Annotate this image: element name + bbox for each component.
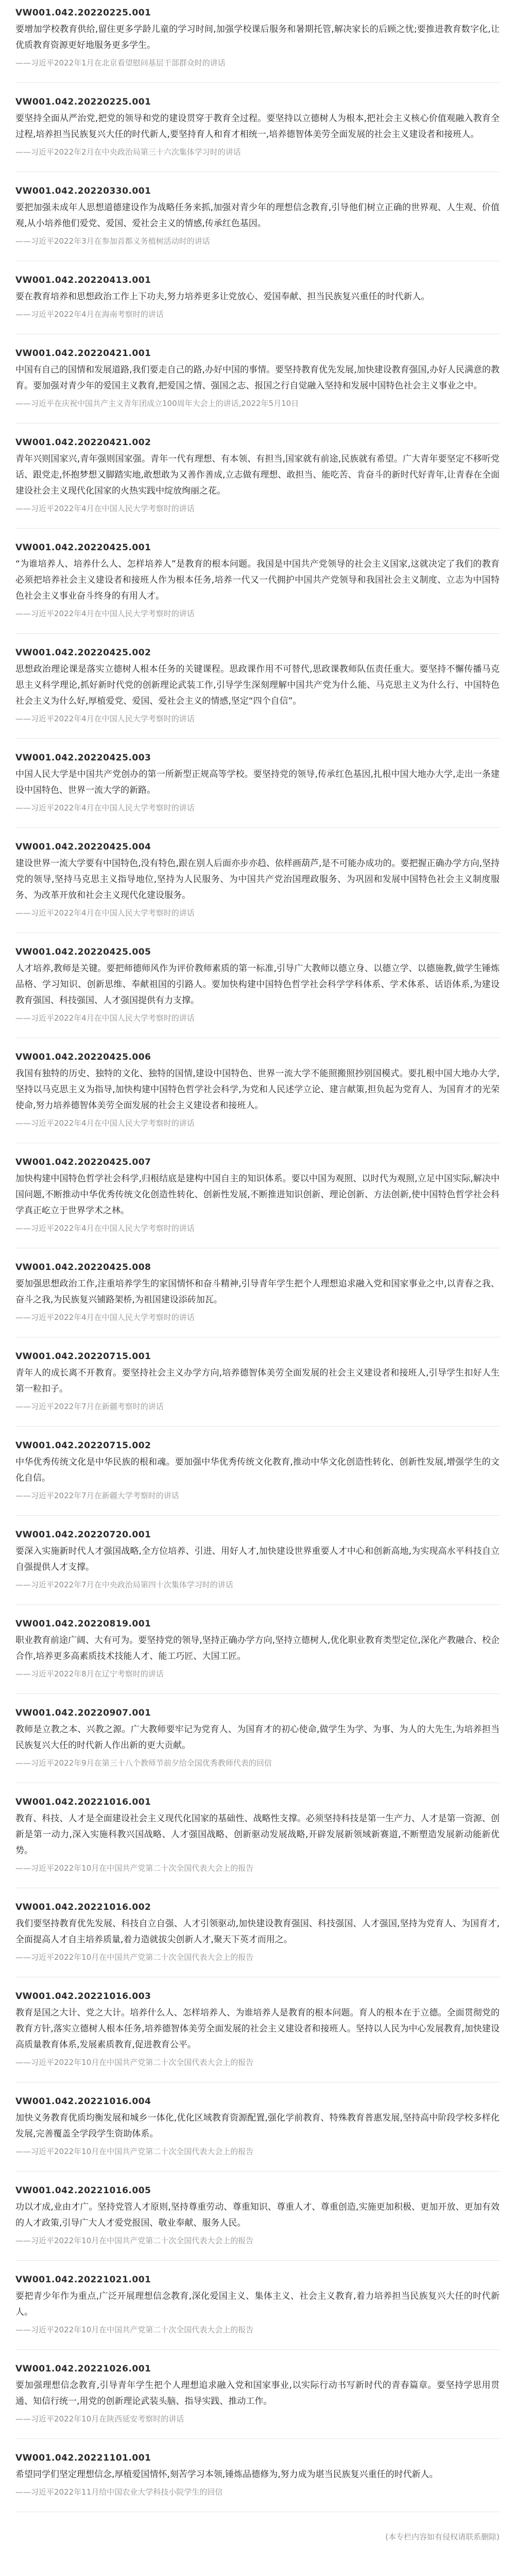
quote-entry [15,185,500,247]
entry-code: VW001.042.20221016.004 [15,2096,151,2107]
entry-text: 要加强思想政治工作,注重培养学生的家国情怀和奋斗精神,引导青年学生把个人理想追求融入党和国家事业之中,以青春之我、奋斗之我,为民族复兴铺路架桥,为祖国建设添砖加瓦。 [15,1279,500,1305]
entry-source: ——习近平2022年10月在中国共产党第二十次全国代表大会上的报告 [15,2325,254,2334]
entry-source: ——习近平2022年4月在中国人民大学考察时的讲话 [15,609,195,618]
entry-source: ——习近平2022年4月在中国人民大学考察时的讲话 [15,803,195,812]
quote-entry [15,275,500,320]
entry-source: ——习近平2022年7月在新疆大学考察时的讲话 [15,1491,179,1500]
entry-divider [15,2260,500,2261]
entry-code: VW001.042.20221101.001 [15,2453,151,2463]
quote-entry [15,96,500,158]
quote-entry [15,647,500,725]
entry-code: VW001.042.20220425.008 [15,1262,151,1273]
entry-text: 要增加学校教育供给,留住更多学龄儿童的学习时间,加强学校课后服务和暑期托管,解决家长的后顾之忧;要推进教育数字化,让优质教育资源更好地服务更多学生。 [15,24,500,50]
quote-entry [15,1618,500,1680]
entry-code: VW001.042.20220330.001 [15,186,151,196]
entry-divider [15,82,500,83]
entry-text: 职业教育前途广阔、大有可为。要坚持党的领导,坚持正确办学方向,坚持立德树人,优化职业教育类型定位,深化产教融合、校企合作,培养更多高素质技术技能人才、能工巧匠、大国工匠。 [15,1635,500,1662]
entry-code: VW001.042.20220715.002 [15,1440,151,1451]
entry-source: ——习近平2022年4月在中国人民大学考察时的讲话 [15,1118,195,1128]
quote-entry [15,542,500,620]
entry-code: VW001.042.20221016.003 [15,1991,151,2002]
entry-source: ——习近平2022年4月在海南考察时的讲话 [15,310,164,319]
entry-source: ——习近平2022年4月在中国人民大学考察时的讲话 [15,1013,195,1023]
quote-entry [15,2363,500,2425]
entry-text: 要把青少年作为重点,广泛开展理想信念教育,深化爱国主义、集体主义、社会主义教育,着力培养担当民族复兴大任的时代新人。 [15,2291,500,2317]
quote-entry [15,1797,500,1874]
entry-text: 中国人民大学是中国共产党创办的第一所新型正规高等学校。要坚持党的领导,传承红色基因,扎根中国大地办大学,走出一条建设中国特色、世界一流大学的新路。 [15,769,500,795]
entry-code: VW001.042.20220225.001 [15,8,151,18]
entry-source: ——习近平2022年4月在中国人民大学考察时的讲话 [15,908,195,918]
top-spacer [15,0,500,7]
quote-entry [15,1157,500,1234]
copyright-note: (本专栏内容如有侵权请联系删除) [385,2532,500,2541]
quote-entry [15,1529,500,1591]
entry-source: ——习近平2022年11月给中国农业大学科技小院学生的回信 [15,2487,223,2497]
entry-code: VW001.042.20221016.001 [15,1797,151,1807]
entry-divider [15,2349,500,2350]
entry-divider [15,1693,500,1694]
entry-source: ——习近平2022年4月在中国人民大学考察时的讲话 [15,1313,195,1322]
quote-entry [15,841,500,919]
entry-divider [15,633,500,634]
entry-code: VW001.042.20220720.001 [15,1530,151,1540]
quote-entry [15,1351,500,1413]
entry-code: VW001.042.20221021.001 [15,2275,151,2285]
entry-text: 建设世界一流大学要有中国特色,没有特色,跟在别人后面亦步亦趋、依样画葫芦,是不可能办成功的。要把握正确办学方向,坚持党的领导,坚持马克思主义指导地位,坚持为人民服务、为中国共产党治国理政服务、为巩固和发展中国特色社会主义制度服务、为改革开放和社会主义现代化建设服务。 [15,858,500,901]
entry-code: VW001.042.20220907.001 [15,1708,151,1718]
quote-entry [15,2452,500,2498]
entry-text: 要把加强未成年人思想道德建设作为战略任务来抓,加强对青少年的理想信念教育,引导他们树立正确的世界观、人生观、价值观,从小培养他们爱党、爱国、爱社会主义的情感,传承红色基因。 [15,202,500,229]
quote-entry [15,2096,500,2158]
entry-text: “为谁培养人、培养什么人、怎样培养人”是教育的根本问题。我国是中国共产党领导的社会主义国家,这就决定了我们的教育必须把培养社会主义建设者和接班人作为根本任务,培养一代又一代拥护中国共产党领导和我国社会主义制度、立志为中国特色社会主义事业奋斗终身的有用人才。 [15,559,500,601]
entry-code: VW001.042.20220425.004 [15,842,151,852]
entry-source: ——习近平2022年3月在参加首都义务植树活动时的讲话 [15,236,210,246]
quote-entry [15,2185,500,2247]
entry-divider [15,2171,500,2172]
entry-code: VW001.042.20220819.001 [15,1619,151,1629]
quote-entry [15,1262,500,1324]
entry-source: ——习近平2022年9月在第三十八个教师节前夕给全国优秀教师代表的回信 [15,1758,272,1768]
entry-source: ——习近平2022年10月在中国共产党第二十次全国代表大会上的报告 [15,1863,254,1873]
entry-text: 人才培养,教师是关键。要把师德师风作为评价教师素质的第一标准,引导广大教师以德立身、以德立学、以德施教,做学生锤炼品格、学习知识、创新思维、奉献祖国的引路人。要加快构建中国特色哲学社会科学学科体系、学术体系、话语体系,为建设教育强国、科技强国、人才强国提供有力支撑。 [15,963,500,1006]
entry-text: 中国有自己的国情和发展道路,我们要走自己的路,办好中国的事情。要坚持教育优先发展,加快建设教育强国,办好人民满意的教育。要加强对青少年的爱国主义教育,把爱国之情、强国之志、报国之行自觉融入坚持和发展中国特色社会主义事业之中。 [15,365,500,391]
entry-code: VW001.042.20220425.003 [15,753,151,763]
entry-source: ——习近平2022年2月在中央政治局第三十六次集体学习时的讲话 [15,147,241,157]
entry-text: 教育、科技、人才是全面建设社会主义现代化国家的基础性、战略性支撑。必须坚持科技是第一生产力、人才是第一资源、创新是第一动力,深入实施科教兴国战略、人才强国战略、创新驱动发展战略,开辟发展新领域新赛道,不断塑造发展新动能新优势。 [15,1814,500,1856]
entry-text: 思想政治理论课是落实立德树人根本任务的关键课程。思政课作用不可替代,思政课教师队伍责任重大。要坚持不懈传播马克思主义科学理论,抓好新时代党的创新理论武装工作,引导学生深刻理解中国共产党为什么能、马克思主义为什么行、中国特色社会主义为什么好,厚植爱党、爱国、爱社会主义的情感,坚定“四个自信”。 [15,664,500,706]
entry-code: VW001.042.20220225.001 [15,97,151,107]
quote-entry [15,348,500,410]
entry-source: ——习近平2022年4月在中国人民大学考察时的讲话 [15,714,195,723]
quote-entry [15,1991,500,2069]
entry-text: 加快构建中国特色哲学社会科学,归根结底是建构中国自主的知识体系。要以中国为观照、以时代为观照,立足中国实际,解决中国问题,不断推动中华优秀传统文化创造性转化、创新性发展,不断推进知识创新、理论创新、方法创新,使中国特色哲学社会科学真正屹立于世界学术之林。 [15,1174,500,1216]
entry-source: ——习近平2022年8月在辽宁考察时的讲话 [15,1669,164,1679]
quote-entry [15,2274,500,2336]
entry-code: VW001.042.20220425.006 [15,1052,151,1062]
entry-code: VW001.042.20220413.001 [15,275,151,285]
entry-text: 我国有独特的历史、独特的文化、独特的国情,建设中国特色、世界一流大学不能照搬照抄别国模式。要扎根中国大地办大学,坚持以马克思主义为指导,加快构建中国特色哲学社会科学,为党和人民述学立论、建言献策,担负起为党育人、为国育才的光荣使命,努力培养德智体美劳全面发展的社会主义建设者和接班人。 [15,1069,500,1111]
entry-source: ——习近平2022年10月在中国共产党第二十次全国代表大会上的报告 [15,1953,254,1962]
quote-entry [15,1052,500,1129]
entry-text: 希望同学们坚定理想信念,厚植爱国情怀,刻苦学习本领,锤炼品德修为,努力成为堪当民族复兴重任的时代新人。 [15,2469,438,2480]
entry-text: 青年人的成长离不开教育。要坚持社会主义办学方向,培养德智体美劳全面发展的社会主义建设者和接班人,引导学生扣好人生第一粒扣子。 [15,1368,500,1394]
entry-source: ——习近平2022年10月在中国共产党第二十次全国代表大会上的报告 [15,2236,254,2245]
quote-entry [15,752,500,814]
entry-divider [15,827,500,828]
entry-code: VW001.042.20220425.001 [15,543,151,553]
entry-code: VW001.042.20220425.005 [15,947,151,957]
entry-divider [15,1604,500,1605]
entry-source: ——习近平2022年10月在中国共产党第二十次全国代表大会上的报告 [15,2147,254,2156]
entry-text: 我们要坚持教育优先发展、科技自立自强、人才引领驱动,加快建设教育强国、科技强国、人才强国,坚持为党育人、为国育才,全面提高人才自主培养质量,着力造就拔尖创新人才,聚天下英才而用之。 [15,1919,500,1945]
quote-entry [15,437,500,515]
entry-code: VW001.042.20220425.007 [15,1157,151,1167]
entry-text: 教师是立教之本、兴教之源。广大教师要牢记为党育人、为国育才的初心使命,做学生为学、为事、为人的大先生,为培养担当民族复兴大任的时代新人作出新的更大贡献。 [15,1724,500,1751]
entry-source: ——习近平在庆祝中国共产主义青年团成立100周年大会上的讲话,2022年5月10日 [15,399,299,408]
quote-entry [15,946,500,1024]
entry-source: ——习近平2022年10月在陕西延安考察时的讲话 [15,2414,184,2424]
entry-text: 功以才成,业由才广。坚持党管人才原则,坚持尊重劳动、尊重知识、尊重人才、尊重创造,实施更加积极、更加开放、更加有效的人才政策,引导广大人才爱党报国、敬业奉献、服务人民。 [15,2202,500,2228]
entry-divider [15,2438,500,2439]
entry-divider [15,1426,500,1427]
entry-source: ——习近平2022年7月在中央政治局第四十次集体学习时的讲话 [15,1580,233,1589]
entry-text: 要在教育培养和思想政治工作上下功夫,努力培养更多让党放心、爱国奉献、担当民族复兴重任的时代新人。 [15,292,430,302]
entry-source: ——习近平2022年10月在中国共产党第二十次全国代表大会上的报告 [15,2058,254,2067]
entry-code: VW001.042.20220421.002 [15,437,151,448]
entry-divider [15,1515,500,1516]
entry-source: ——习近平2022年1月在北京看望慰问基层干部群众时的讲话 [15,58,226,67]
quote-entry [15,1440,500,1502]
entry-source: ——习近平2022年7月在新疆考察时的讲话 [15,1402,164,1411]
entry-divider [15,528,500,529]
entry-text: 要坚持全面从严治党,把党的领导和党的建设贯穿于教育全过程。要坚持以立德树人为根本,把社会主义核心价值观融入教育全过程,培养担当民族复兴大任的时代新人,要坚持育人和育才相统一,培养德智体美劳全面发展的社会主义建设者和接班人。 [15,113,500,140]
entry-text: 加快义务教育优质均衡发展和城乡一体化,优化区域教育资源配置,强化学前教育、特殊教育普惠发展,坚持高中阶段学校多样化发展,完善覆盖全学段学生资助体系。 [15,2113,500,2139]
entry-code: VW001.042.20221016.005 [15,2185,151,2196]
entry-text: 中华优秀传统文化是中华民族的根和魂。要加强中华优秀传统文化教育,推动中华文化创造性转化、创新性发展,增强学生的文化自信。 [15,1457,500,1483]
entry-text: 教育是国之大计、党之大计。培养什么人、怎样培养人、为谁培养人是教育的根本问题。育人的根本在于立德。全面贯彻党的教育方针,落实立德树人根本任务,培养德智体美劳全面发展的社会主义建设者和接班人。坚持以人民为中心发展教育,加快建设高质量教育体系,发展素质教育,促进教育公平。 [15,2008,500,2050]
entry-code: VW001.042.20221016.002 [15,1902,151,1912]
entry-source: ——习近平2022年4月在中国人民大学考察时的讲话 [15,1224,195,1233]
entry-code: VW001.042.20220715.001 [15,1351,151,1362]
entry-code: VW001.042.20220421.001 [15,348,151,359]
quote-entry [15,1902,500,1963]
entry-text: 要深入实施新时代人才强国战略,全方位培养、引进、用好人才,加快建设世界重要人才中心和创新高地,为实现高水平科技自立自强提供人才支撑。 [15,1546,500,1572]
entry-text: 要加强理想信念教育,引导青年学生把个人理想追求融入党和国家事业,以实际行动书写新时代的青春篇章。要坚持学思用贯通、知信行统一,用党的创新理论武装头脑、指导实践、推动工作。 [15,2380,500,2406]
entry-divider [15,738,500,739]
quote-entry [15,1707,500,1769]
quote-entry [15,7,500,69]
entry-code: VW001.042.20221026.001 [15,2364,151,2374]
entry-text: 青年兴则国家兴,青年强则国家强。青年一代有理想、有本领、有担当,国家就有前途,民族就有希望。广大青年要坚定不移听党话、跟党走,怀抱梦想又脚踏实地,敢想敢为又善作善成,立志做有理想、敢担当、能吃苦、肯奋斗的新时代好青年,让青春在全面建设社会主义现代化国家的火热实践中绽放绚丽之花。 [15,454,500,496]
entry-source: ——习近平2022年4月在中国人民大学考察时的讲话 [15,504,195,513]
entry-code: VW001.042.20220425.002 [15,648,151,658]
